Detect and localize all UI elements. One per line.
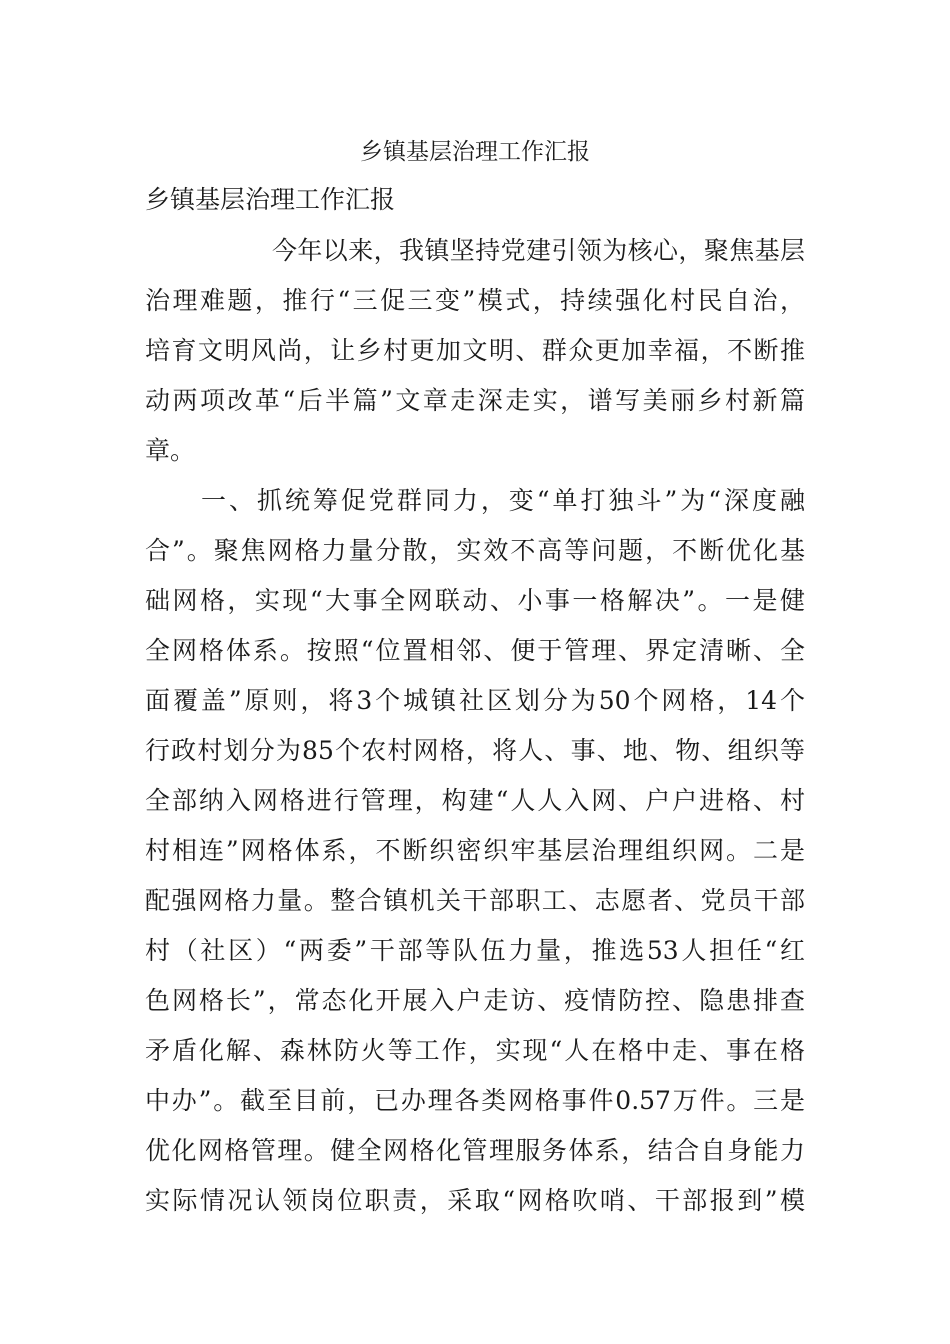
body-text-line: 章。 — [145, 436, 196, 465]
body-text-line: 实际情况认领岗位职责，采取“网格吹哨、干部报到”模 — [145, 1186, 805, 1215]
document-subtitle: 乡镇基层治理工作汇报 — [145, 185, 396, 214]
document-title: 乡镇基层治理工作汇报 — [360, 139, 590, 165]
body-text-line: 全网格体系。按照“位置相邻、便于管理、界定清晰、全 — [145, 636, 805, 665]
body-text-line: 行政村划分为85个农村网格，将人、事、地、物、组织等 — [145, 736, 805, 765]
body-text-line: 村（社区）“两委”干部等队伍力量，推选53人担任“红 — [145, 936, 805, 965]
body-text-line: 动两项改革“后半篇”文章走深走实，谱写美丽乡村新篇 — [145, 386, 805, 415]
body-text-line: 面覆盖”原则，将3个城镇社区划分为50个网格，14个 — [145, 686, 805, 715]
body-text-line: 治理难题，推行“三促三变”模式，持续强化村民自治， — [145, 286, 805, 315]
body-text-line: 合”。聚焦网格力量分散，实效不高等问题，不断优化基 — [145, 536, 805, 565]
body-text-line: 中办”。截至目前，已办理各类网格事件0.57万件。三是 — [145, 1086, 805, 1115]
body-text-line: 村相连”网格体系，不断织密织牢基层治理组织网。二是 — [145, 836, 805, 865]
body-text-line: 全部纳入网格进行管理，构建“人人入网、户户进格、村 — [145, 786, 805, 815]
body-text-line: 培育文明风尚，让乡村更加文明、群众更加幸福，不断推 — [145, 336, 805, 365]
body-text-line: 一、抓统筹促党群同力，变“单打独斗”为“深度融 — [145, 486, 805, 515]
body-text-line: 矛盾化解、森林防火等工作，实现“人在格中走、事在格 — [145, 1036, 805, 1065]
body-text-line: 优化网格管理。健全网格化管理服务体系，结合自身能力 — [145, 1136, 805, 1165]
body-text-line: 础网格，实现“大事全网联动、小事一格解决”。一是健 — [145, 586, 805, 615]
body-text-line: 配强网格力量。整合镇机关干部职工、志愿者、党员干部 — [145, 886, 805, 915]
body-text-line: 色网格长”，常态化开展入户走访、疫情防控、隐患排查 — [145, 986, 805, 1015]
body-text-line: 今年以来，我镇坚持党建引领为核心，聚焦基层 — [145, 236, 805, 265]
